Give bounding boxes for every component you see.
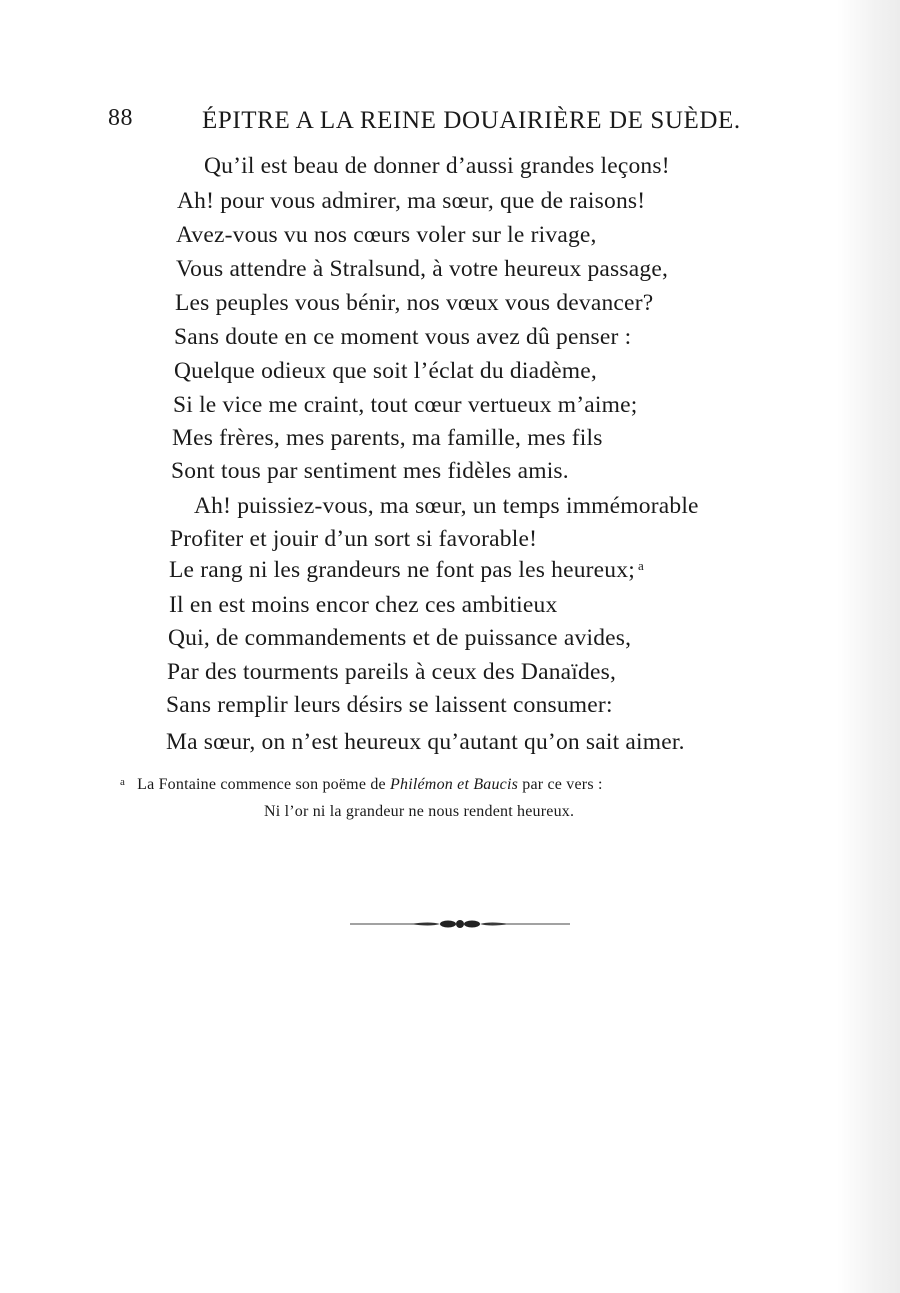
- verse-line-1: Qu’il est beau de donner d’aussi grandes leçons!: [204, 153, 670, 179]
- verse-line-9: Mes frères, mes parents, ma famille, mes fils: [172, 425, 603, 451]
- ornament-divider-icon: [350, 913, 570, 935]
- footnote-title-italic: Philémon et Baucis: [390, 776, 519, 793]
- page-number: 88: [108, 105, 133, 131]
- running-title: ÉPITRE A LA REINE DOUAIRIÈRE DE SUÈDE.: [202, 107, 741, 134]
- verse-line-17: Sans remplir leurs désirs se laissent consumer:: [166, 692, 613, 718]
- footnote-text-after: par ce vers :: [518, 776, 603, 793]
- verse-line-3: Avez-vous vu nos cœurs voler sur le rivage,: [176, 222, 597, 248]
- verse-line-6: Sans doute en ce moment vous avez dû penser :: [174, 324, 632, 350]
- verse-line-5: Les peuples vous bénir, nos vœux vous devancer?: [175, 290, 654, 316]
- verse-line-12: Profiter et jouir d’un sort si favorable!: [170, 526, 538, 552]
- verse-line-4: Vous attendre à Stralsund, à votre heureux passage,: [176, 256, 669, 282]
- footnote-quote: Ni l’or ni la grandeur ne nous rendent heureux.: [264, 803, 575, 820]
- verse-line-18: Ma sœur, on n’est heureux qu’autant qu’on sait aimer.: [166, 729, 685, 755]
- verse-line-7: Quelque odieux que soit l’éclat du diadème,: [174, 358, 597, 384]
- verse-line-14: Il en est moins encor chez ces ambitieux: [169, 592, 558, 618]
- footnote-text-before: La Fontaine commence son poëme de: [137, 776, 391, 793]
- verse-line-13-text: Le rang ni les grandeurs ne font pas les heureux;: [169, 557, 635, 583]
- verse-line-11: Ah! puissiez-vous, ma sœur, un temps immémorable: [194, 493, 699, 519]
- verse-line-10: Sont tous par sentiment mes fidèles amis.: [171, 458, 569, 484]
- verse-line-13: [169, 557, 644, 584]
- footnote-mark: a: [120, 776, 126, 788]
- verse-line-2: Ah! pour vous admirer, ma sœur, que de raisons!: [177, 188, 646, 214]
- footnote: [120, 776, 603, 794]
- verse-line-16: Par des tourments pareils à ceux des Danaïdes,: [167, 659, 617, 685]
- verse-line-15: Qui, de commandements et de puissance avides,: [168, 625, 632, 651]
- verse-line-8: Si le vice me craint, tout cœur vertueux m’aime;: [173, 392, 638, 418]
- footnote-reference: a: [637, 558, 644, 573]
